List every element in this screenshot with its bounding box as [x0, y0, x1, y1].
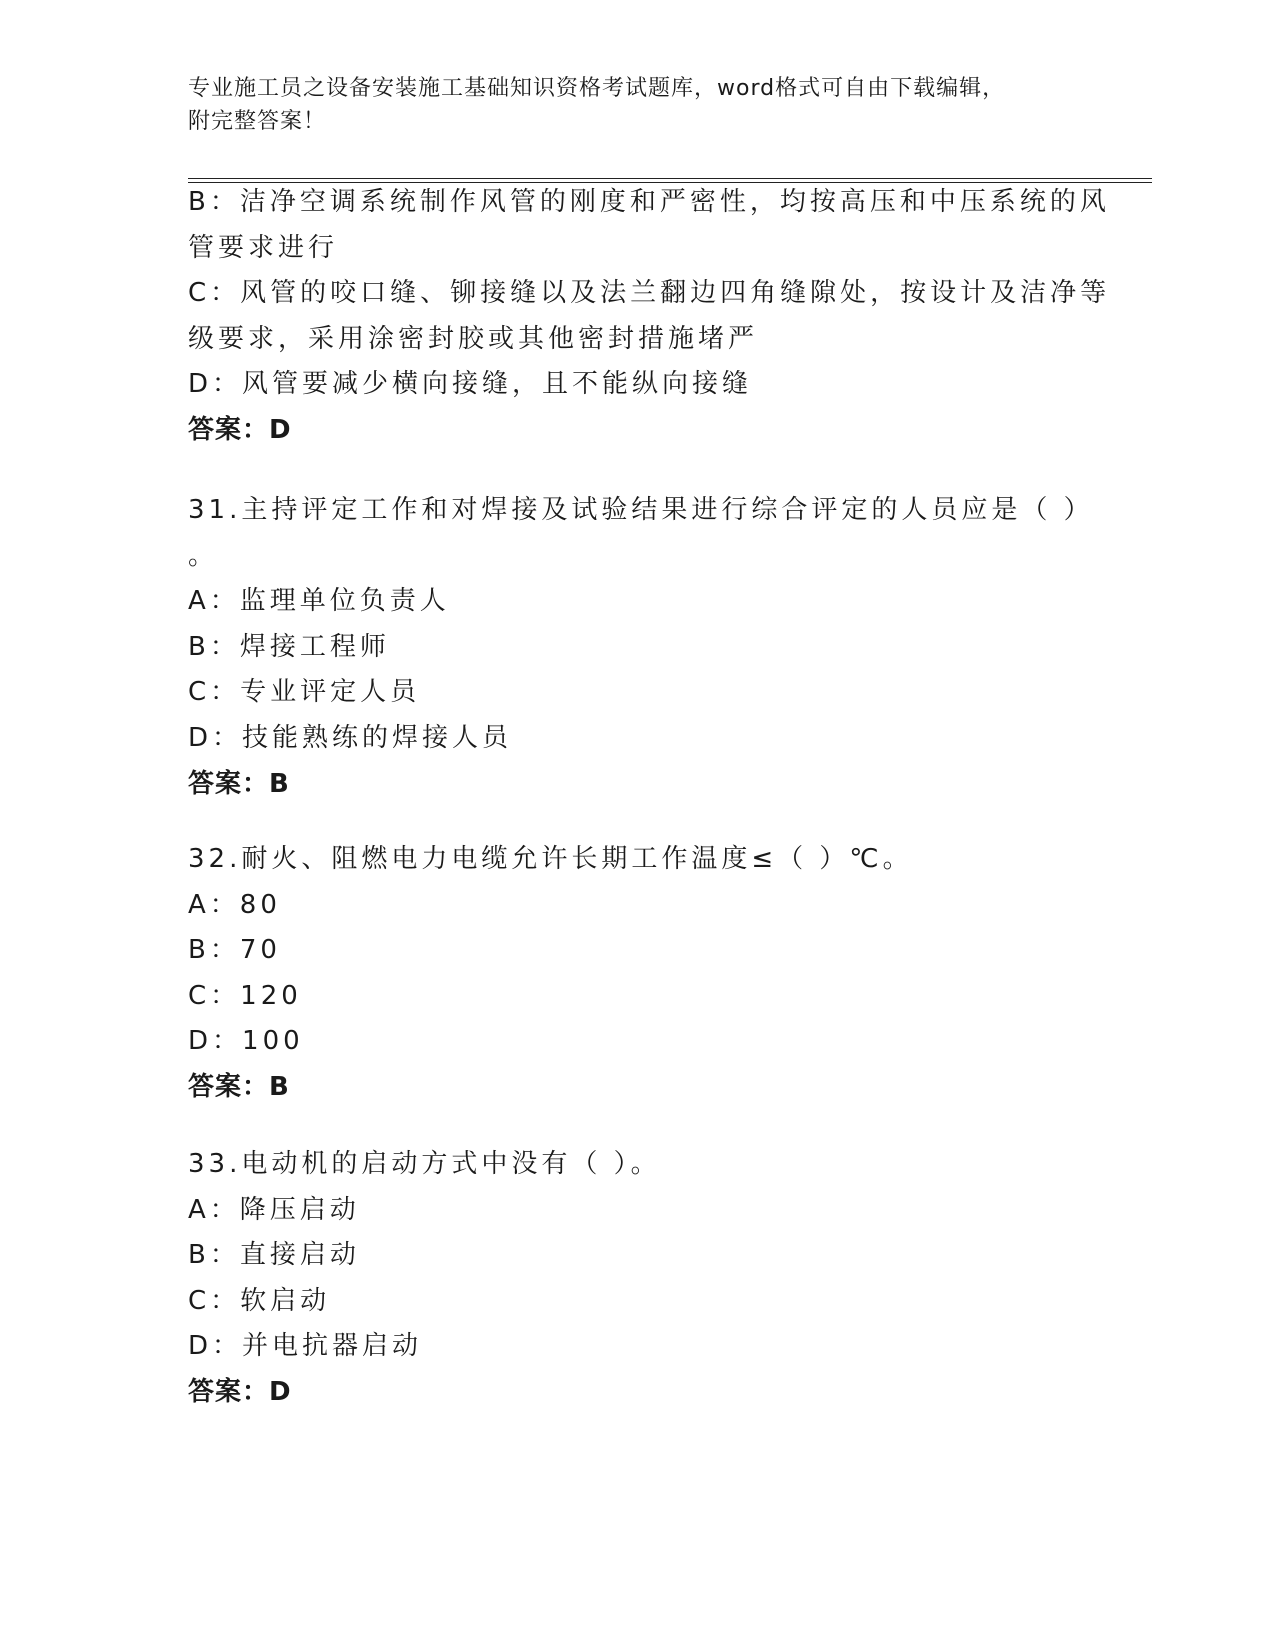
option-d: D：100: [188, 1026, 304, 1057]
option-d: D：并电抗器启动: [188, 1331, 423, 1362]
question-33: [188, 1142, 1088, 1416]
question-stem: 33.电动机的启动方式中没有（ ）。: [188, 1149, 661, 1179]
question-stem-line-2: 。: [188, 540, 219, 571]
answer: 答案：D: [188, 414, 292, 445]
option-a: A：降压启动: [188, 1194, 360, 1225]
question-32: [188, 837, 1088, 1111]
option-b: B：直接启动: [188, 1240, 360, 1271]
answer: 答案：B: [188, 768, 290, 799]
option-d: D：风管要减少横向接缝，且不能纵向接缝: [188, 369, 753, 400]
answer: 答案：D: [188, 1376, 292, 1407]
option-a: A：监理单位负责人: [188, 586, 450, 617]
option-b-line-1: B：洁净空调系统制作风管的刚度和严密性，均按高压和中压系统的风: [188, 187, 1110, 217]
question-stem-line-1: 31.主持评定工作和对焊接及试验结果进行综合评定的人员应是（ ）: [188, 495, 1094, 525]
option-b-line-2: 管要求进行: [188, 232, 339, 263]
option-d: D：技能熟练的焊接人员: [188, 722, 513, 753]
header-line-2: 附完整答案！: [188, 109, 327, 134]
option-a: A：80: [188, 889, 281, 920]
option-c: C：软启动: [188, 1285, 331, 1316]
header-line-1: 专业施工员之设备安装施工基础知识资格考试题库，word格式可自由下载编辑，: [188, 76, 1006, 101]
option-c: C：专业评定人员: [188, 677, 421, 708]
question-30-tail: [188, 180, 1111, 454]
answer: 答案：B: [188, 1071, 290, 1102]
option-b: B：焊接工程师: [188, 631, 390, 662]
option-b: B：70: [188, 935, 281, 966]
option-c: C：120: [188, 980, 302, 1011]
page-header: [188, 72, 1168, 138]
question-stem: 32.耐火、阻燃电力电缆允许长期工作温度≤（ ）℃。: [188, 844, 913, 874]
option-c-line-2: 级要求，采用涂密封胶或其他密封措施堵严: [188, 323, 759, 354]
option-c-line-1: C：风管的咬口缝、铆接缝以及法兰翻边四角缝隙处，按设计及洁净等: [188, 278, 1111, 309]
question-31: [188, 488, 1094, 807]
